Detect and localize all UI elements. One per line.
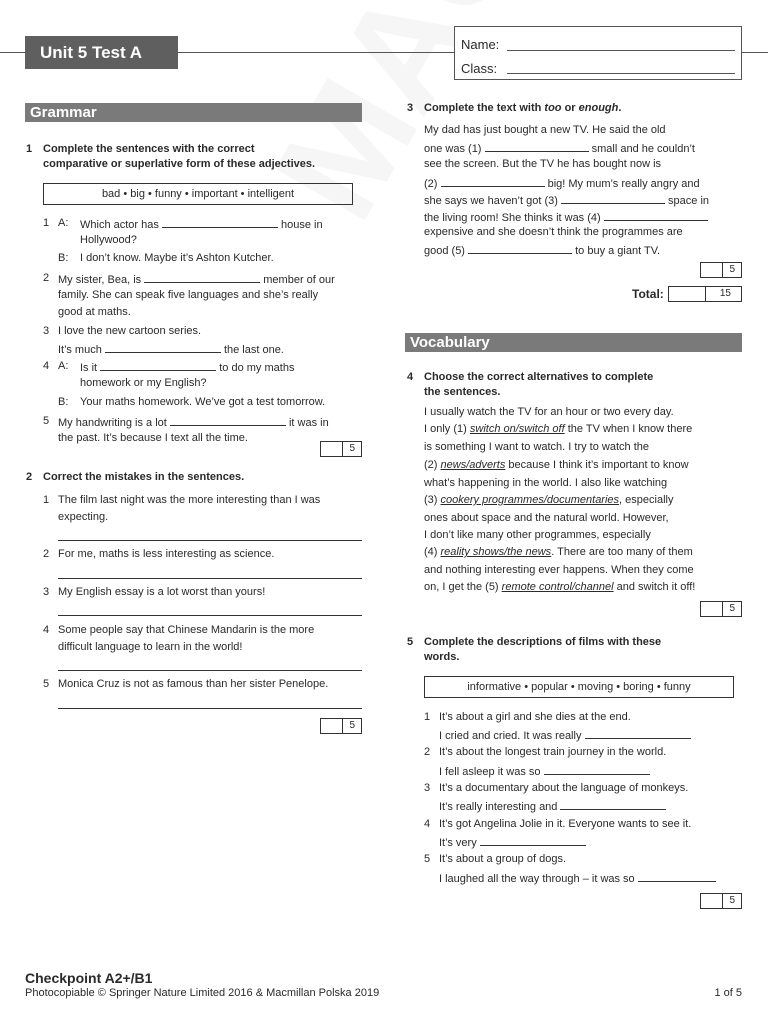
q1-speaker-a: A: xyxy=(58,217,69,229)
q2-number: 2 xyxy=(26,471,33,483)
q1-item-number: 5 xyxy=(43,415,50,427)
q5-blank-5[interactable] xyxy=(638,869,716,882)
q5-blank-3[interactable] xyxy=(560,797,666,810)
q3-text-line: expensive and she doesn’t think the programmes are xyxy=(424,226,683,238)
q5-item5-line2: I laughed all the way through – it was so xyxy=(439,869,716,888)
q5-blank-2[interactable] xyxy=(544,762,650,775)
q4-text-line: (3) cookery programmes/documentaries, especially xyxy=(424,494,674,506)
q1-item-number: 4 xyxy=(43,360,50,372)
q5-item4-line2: It’s very xyxy=(439,833,586,852)
q5-item-number: 2 xyxy=(424,746,431,758)
q4-text-line: (2) news/adverts because I think it’s important to know xyxy=(424,459,689,471)
q3-blank-1[interactable] xyxy=(485,139,589,152)
unit-title: Unit 5 Test A xyxy=(25,36,178,69)
q1-number: 1 xyxy=(26,143,33,155)
q1-score-input[interactable] xyxy=(321,442,343,456)
q3-text-line: one was (1) small and he couldn’t xyxy=(424,139,695,158)
footer-copyright: Photocopiable © Springer Nature Limited 2016 & Macmillan Polska 2019 xyxy=(25,987,380,999)
q5-item4-line1: It’s got Angelina Jolie in it. Everyone wants to see it. xyxy=(439,818,692,830)
q2-item1-line2: expecting. xyxy=(58,511,109,523)
q3-blank-2[interactable] xyxy=(441,174,545,187)
q3-text-line: see the screen. But the TV he has bought now is xyxy=(424,158,662,170)
q3-blank-5[interactable] xyxy=(468,241,572,254)
q5-item1-line2: I cried and cried. It was really xyxy=(439,726,691,745)
q1-item4-a-line2: homework or my English? xyxy=(80,377,207,389)
q5-instruction: 5 Complete the descriptions of films with these words. xyxy=(407,636,662,663)
q3-text-line: good (5) to buy a giant TV. xyxy=(424,241,660,260)
q5-item2-line2: I fell asleep it was so xyxy=(439,762,650,781)
q5-item2-line1: It’s about the longest train journey in the world. xyxy=(439,746,667,758)
q1-blank-1[interactable] xyxy=(162,215,278,228)
q1-word-box: bad • big • funny • important • intelligent xyxy=(43,183,353,205)
q4-score-input[interactable] xyxy=(701,602,723,616)
q2-answer-line-4[interactable] xyxy=(58,670,362,671)
q2-answer-line-2[interactable] xyxy=(58,578,362,579)
q5-score-box: 5 xyxy=(700,893,742,909)
q1-score-box: 5 xyxy=(320,441,362,457)
q4-alternative-1[interactable]: switch on/switch off xyxy=(469,423,565,435)
name-class-box xyxy=(454,26,742,80)
q3-text-line: she says we haven’t got (3) space in xyxy=(424,191,709,210)
q2-item3-line1: My English essay is a lot worst than yours! xyxy=(58,586,266,598)
total-score-input[interactable] xyxy=(669,287,706,301)
q1-item3-line1: I love the new cartoon series. xyxy=(58,325,202,337)
q4-text-line: I usually watch the TV for an hour or two every day. xyxy=(424,406,674,418)
q5-item3-line1: It’s a documentary about the language of monkeys. xyxy=(439,782,689,794)
q2-answer-line-3[interactable] xyxy=(58,615,362,616)
q4-text-line: what’s happening in the world. I also like watching xyxy=(424,477,668,489)
q3-score-input[interactable] xyxy=(701,263,723,277)
q5-blank-4[interactable] xyxy=(480,833,586,846)
q2-item-number: 4 xyxy=(43,624,50,636)
q5-item-number: 1 xyxy=(424,711,431,723)
q1-item-number: 1 xyxy=(43,217,50,229)
q4-text-line: is something I want to watch. I try to watch the xyxy=(424,441,649,453)
q1-blank-3[interactable] xyxy=(105,340,221,353)
q4-number: 4 xyxy=(407,371,414,383)
q1-item2-line2: family. She can speak five languages and she’s really xyxy=(58,289,319,301)
page-number: 1 of 5 xyxy=(714,987,742,999)
q3-text-line: My dad has just bought a new TV. He said the old xyxy=(424,124,666,136)
total-label: Total: xyxy=(632,287,664,301)
q2-item4-line1: Some people say that Chinese Mandarin is the more xyxy=(58,624,315,636)
q2-instruction: 2 Correct the mistakes in the sentences. xyxy=(26,471,245,483)
q5-item1-line1: It’s about a girl and she dies at the end. xyxy=(439,711,631,723)
q5-blank-1[interactable] xyxy=(585,726,691,739)
class-field[interactable] xyxy=(507,73,735,74)
name-label: Name: xyxy=(461,37,500,52)
q1-instruction-line2: comparative or superlative form of these adjectives. xyxy=(43,158,316,170)
q1-instruction-line1: Complete the sentences with the correct xyxy=(43,143,255,155)
q5-item5-line1: It’s about a group of dogs. xyxy=(439,853,566,865)
q4-instruction: 4 Choose the correct alternatives to complete the sentences. xyxy=(407,371,654,398)
q4-text-line: I don’t like many other programmes, especially xyxy=(424,529,651,541)
q4-score-box: 5 xyxy=(700,601,742,617)
q2-item4-line2: difficult language to learn in the world! xyxy=(58,641,243,653)
footer-title: Checkpoint A2+/B1 xyxy=(25,970,153,986)
grammar-section-title: Grammar xyxy=(25,103,362,122)
q1-item-number: 2 xyxy=(43,272,50,284)
q3-blank-3[interactable] xyxy=(561,191,665,204)
q4-alternative-2[interactable]: news/adverts xyxy=(440,459,506,471)
q3-number: 3 xyxy=(407,102,414,114)
q1-item2: My sister, Bea, is member of our xyxy=(58,270,335,289)
q3-score-box: 5 xyxy=(700,262,742,278)
q3-blank-4[interactable] xyxy=(604,208,708,221)
q2-item1-line1: The film last night was the more interesting than I was xyxy=(58,494,321,506)
class-label: Class: xyxy=(461,61,498,76)
q4-text-line: I only (1) switch on/switch off the TV when I know there xyxy=(424,423,693,435)
q2-score-input[interactable] xyxy=(321,719,343,733)
q5-item-number: 5 xyxy=(424,853,431,865)
vocabulary-section-title: Vocabulary xyxy=(405,333,742,352)
q2-item-number: 2 xyxy=(43,548,50,560)
q2-item-number: 3 xyxy=(43,586,50,598)
q5-item3-line2: It’s really interesting and xyxy=(439,797,666,816)
q1-item5-line2: the past. It’s because I text all the time. xyxy=(58,432,248,444)
q2-item-number: 1 xyxy=(43,494,50,506)
q2-score-box: 5 xyxy=(320,718,362,734)
q4-alternative-5[interactable]: remote control/channel xyxy=(501,581,614,593)
q1-speaker-b: B: xyxy=(58,396,69,408)
q2-answer-line-5[interactable] xyxy=(58,708,362,709)
q1-item2-line3: good at maths. xyxy=(58,306,131,318)
q5-score-input[interactable] xyxy=(701,894,723,908)
q1-speaker-a: A: xyxy=(58,360,69,372)
q4-alternative-4[interactable]: reality shows/the news xyxy=(440,546,552,558)
q2-answer-line-1[interactable] xyxy=(58,540,362,541)
total-score-box: 15 xyxy=(668,286,742,302)
q2-item5-line1: Monica Cruz is not as famous than her sister Penelope. xyxy=(58,678,329,690)
name-field[interactable] xyxy=(507,50,735,51)
q1-item-number: 3 xyxy=(43,325,50,337)
q1-item1-a-line2: Hollywood? xyxy=(80,234,137,246)
q4-text-line: on, I get the (5) remote control/channel and switch it off! xyxy=(424,581,696,593)
q2-item-number: 5 xyxy=(43,678,50,690)
q1-item4-a: Is it to do my maths xyxy=(80,358,294,377)
q1-blank-2[interactable] xyxy=(144,270,260,283)
q1-item5: My handwriting is a lot it was in xyxy=(58,413,329,432)
q1-blank-4[interactable] xyxy=(100,358,216,371)
q5-item-number: 3 xyxy=(424,782,431,794)
q3-text-line: (2) big! My mum’s really angry and xyxy=(424,174,700,193)
q5-item-number: 4 xyxy=(424,818,431,830)
q3-text-line: the living room! She thinks it was (4) xyxy=(424,208,708,227)
q1-instruction xyxy=(26,142,363,172)
q4-alternative-3[interactable]: cookery programmes/documentaries xyxy=(440,494,620,506)
q2-item2-line1: For me, maths is less interesting as science. xyxy=(58,548,275,560)
q1-item3-line2: It’s much the last one. xyxy=(58,340,284,359)
q1-blank-5[interactable] xyxy=(170,413,286,426)
q1-item1-a: Which actor has house in xyxy=(80,215,323,234)
q4-text-line: (4) reality shows/the news. There are too many of them xyxy=(424,546,693,558)
q5-number: 5 xyxy=(407,636,414,648)
q1-item4-b: Your maths homework. We’ve got a test tomorrow. xyxy=(80,396,326,408)
q4-text-line: ones about space and the natural world. However, xyxy=(424,512,669,524)
q5-word-box: informative • popular • moving • boring • funny xyxy=(424,676,734,698)
q3-instruction: 3 Complete the text with too or enough. xyxy=(407,102,622,114)
q1-speaker-b: B: xyxy=(58,252,69,264)
q1-item1-b: I don’t know. Maybe it’s Ashton Kutcher. xyxy=(80,252,274,264)
q4-text-line: and nothing interesting ever happens. When they come xyxy=(424,564,694,576)
